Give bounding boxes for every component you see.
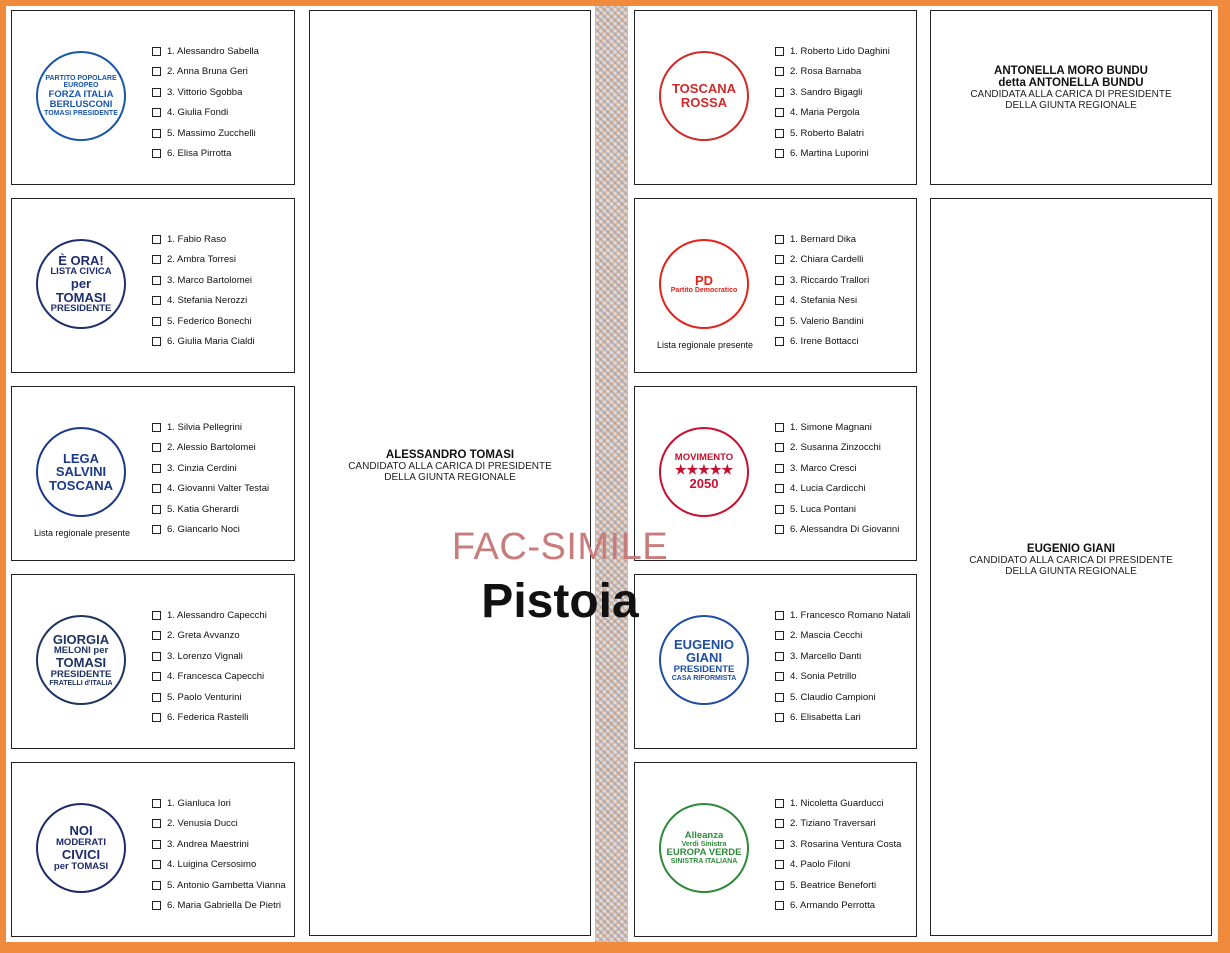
party-logo-text: LEGA xyxy=(62,450,100,466)
president-name: ANTONELLA MORO BUNDU xyxy=(994,65,1148,77)
candidate-item xyxy=(152,687,267,708)
preference-checkbox[interactable] xyxy=(152,296,161,305)
candidate-item xyxy=(152,479,269,500)
candidate-name: 5. Katia Gherardi xyxy=(167,503,239,515)
candidate-name: 5. Massimo Zucchelli xyxy=(167,127,256,139)
candidate-name: 1. Alessandro Capecchi xyxy=(167,609,267,621)
preference-checkbox[interactable] xyxy=(152,443,161,452)
party-list-box[interactable] xyxy=(11,10,295,185)
candidate-item xyxy=(775,458,899,479)
party-logo-text: Verdi Sinistra xyxy=(681,840,727,848)
candidate-name: 3. Marcello Danti xyxy=(790,650,862,662)
party-logo-icon[interactable] xyxy=(36,51,126,141)
preference-checkbox[interactable] xyxy=(152,464,161,473)
party-logo-text: per xyxy=(70,276,92,292)
candidate-item xyxy=(775,896,901,917)
president-role: DELLA GIUNTA REGIONALE xyxy=(1005,100,1137,111)
candidate-name: 3. Rosarina Ventura Costa xyxy=(790,838,902,850)
president-name: ALESSANDRO TOMASI xyxy=(385,449,515,461)
candidate-name: 3. Cinzia Cerdini xyxy=(167,462,237,474)
candidate-item xyxy=(775,814,901,835)
preference-checkbox[interactable] xyxy=(775,693,784,702)
candidate-name: 1. Silvia Pellegrini xyxy=(167,421,242,433)
candidate-item xyxy=(152,520,269,541)
party-logo-icon[interactable] xyxy=(36,427,126,517)
party-logo-text: EUROPA VERDE xyxy=(666,847,742,858)
party-logo-text: EUGENIO xyxy=(674,636,734,652)
preference-checkbox[interactable] xyxy=(775,525,784,534)
candidate-item xyxy=(152,62,259,83)
preference-checkbox[interactable] xyxy=(152,235,161,244)
ballot-fold xyxy=(595,6,628,942)
party-logo-text: SINISTRA ITALIANA xyxy=(670,857,738,865)
candidate-list xyxy=(152,417,269,540)
candidate-item xyxy=(775,855,901,876)
candidate-name: 4. Lucia Cardicchi xyxy=(790,483,866,495)
candidate-name: 1. Gianluca Iori xyxy=(167,797,231,809)
candidate-name: 1. Fabio Raso xyxy=(167,233,227,245)
preference-checkbox[interactable] xyxy=(152,317,161,326)
candidate-name: 5. Luca Pontani xyxy=(790,503,857,515)
candidate-item xyxy=(775,438,899,459)
preference-checkbox[interactable] xyxy=(775,464,784,473)
candidate-name: 4. Francesca Capecchi xyxy=(167,671,265,683)
preference-checkbox[interactable] xyxy=(152,129,161,138)
candidate-item xyxy=(152,458,269,479)
party-list-box[interactable] xyxy=(11,574,295,749)
party-logo-text: TOMASI xyxy=(55,655,107,671)
candidate-item xyxy=(152,332,255,353)
preference-checkbox[interactable] xyxy=(152,901,161,910)
preference-checkbox[interactable] xyxy=(775,108,784,117)
preference-checkbox[interactable] xyxy=(775,47,784,56)
party-list-box[interactable] xyxy=(634,762,917,937)
preference-checkbox[interactable] xyxy=(152,672,161,681)
preference-checkbox[interactable] xyxy=(775,443,784,452)
preference-checkbox[interactable] xyxy=(775,799,784,808)
preference-checkbox[interactable] xyxy=(775,423,784,432)
party-logo-text: BERLUSCONI xyxy=(49,98,113,110)
candidate-name: 6. Elisa Pirrotta xyxy=(167,148,232,160)
candidate-name: 1. Bernard Dika xyxy=(790,233,857,245)
candidate-list xyxy=(775,417,899,540)
candidate-name: 6. Martina Luporini xyxy=(790,148,869,160)
party-logo-text: Partito Democratico xyxy=(670,287,738,295)
candidate-item xyxy=(152,291,255,312)
preference-checkbox[interactable] xyxy=(775,713,784,722)
party-logo-text: GIORGIA xyxy=(52,631,110,647)
candidate-name: 4. Giovanni Valter Testai xyxy=(167,483,270,495)
candidate-name: 5. Antonio Gambetta Vianna xyxy=(167,879,286,891)
candidate-item xyxy=(152,82,259,103)
party-logo-icon[interactable] xyxy=(36,615,126,705)
candidate-list xyxy=(775,41,890,164)
preference-checkbox[interactable] xyxy=(152,255,161,264)
preference-checkbox[interactable] xyxy=(775,819,784,828)
candidate-item xyxy=(775,250,869,271)
party-logo-text: CASA RIFORMISTA xyxy=(671,674,737,682)
party-logo-text: TOSCANA xyxy=(671,81,737,97)
candidate-name: 2. Chiara Cardelli xyxy=(790,254,864,266)
candidate-name: 3. Marco Cresci xyxy=(790,462,857,474)
candidate-name: 3. Andrea Maestrini xyxy=(167,838,249,850)
preference-checkbox[interactable] xyxy=(152,149,161,158)
party-logo-text: PRESIDENTE xyxy=(673,663,735,675)
preference-checkbox[interactable] xyxy=(775,840,784,849)
candidate-item xyxy=(152,708,267,729)
candidate-name: 3. Vittorio Sgobba xyxy=(167,86,243,98)
candidate-name: 5. Claudio Campioni xyxy=(790,691,876,703)
candidate-list xyxy=(152,229,255,352)
party-logo-text: ROSSA xyxy=(680,95,728,110)
preference-checkbox[interactable] xyxy=(775,631,784,640)
preference-checkbox[interactable] xyxy=(152,337,161,346)
candidate-name: 3. Riccardo Trallori xyxy=(790,274,870,286)
candidate-item xyxy=(775,646,910,667)
candidate-item xyxy=(152,144,259,165)
preference-checkbox[interactable] xyxy=(775,505,784,514)
party-logo-text: LISTA CIVICA xyxy=(50,266,112,278)
candidate-item xyxy=(775,479,899,500)
candidate-name: 6. Giancarlo Noci xyxy=(167,524,240,536)
list-caption: Lista regionale presente xyxy=(33,528,131,538)
preference-checkbox[interactable] xyxy=(152,67,161,76)
list-caption: Lista regionale presente xyxy=(656,340,754,350)
party-list-box[interactable] xyxy=(11,762,295,937)
party-logo-text: TOMASI xyxy=(55,289,107,305)
candidate-name: 2. Ambra Torresi xyxy=(167,254,236,266)
candidate-item xyxy=(152,229,255,250)
preference-checkbox[interactable] xyxy=(775,276,784,285)
party-logo-text: TOSCANA xyxy=(48,477,114,493)
candidate-name: 4. Paolo Filoni xyxy=(790,859,851,871)
preference-checkbox[interactable] xyxy=(775,337,784,346)
party-logo-text: MELONI per xyxy=(53,645,109,657)
candidate-name: 3. Marco Bartolomei xyxy=(167,274,253,286)
candidate-list xyxy=(775,793,901,916)
candidate-name: 2. Susanna Zinzocchi xyxy=(790,442,881,454)
candidate-item xyxy=(775,311,869,332)
candidate-name: 4. Luigina Cersosimo xyxy=(167,859,257,871)
preference-checkbox[interactable] xyxy=(152,276,161,285)
candidate-item xyxy=(775,708,910,729)
candidate-name: 1. Alessandro Sabella xyxy=(167,45,259,57)
president-role: CANDIDATA ALLA CARICA DI PRESIDENTE xyxy=(970,89,1172,100)
candidate-item xyxy=(775,332,869,353)
preference-checkbox[interactable] xyxy=(775,652,784,661)
candidate-item xyxy=(775,144,890,165)
party-logo-text: MODERATI xyxy=(56,837,106,849)
party-logo-icon[interactable] xyxy=(659,239,749,329)
preference-checkbox[interactable] xyxy=(152,693,161,702)
candidate-item xyxy=(152,499,269,520)
party-list-box[interactable] xyxy=(11,198,295,373)
preference-checkbox[interactable] xyxy=(152,505,161,514)
candidate-item xyxy=(152,667,267,688)
president-role: DELLA GIUNTA REGIONALE xyxy=(384,472,516,483)
preference-checkbox[interactable] xyxy=(775,67,784,76)
candidate-name: 6. Alessandra Di Giovanni xyxy=(790,524,900,536)
candidate-item xyxy=(775,270,869,291)
candidate-name: 2. Mascia Cecchi xyxy=(790,630,863,642)
preference-checkbox[interactable] xyxy=(152,47,161,56)
candidate-list xyxy=(152,793,286,916)
preference-checkbox[interactable] xyxy=(775,672,784,681)
preference-checkbox[interactable] xyxy=(152,108,161,117)
preference-checkbox[interactable] xyxy=(152,611,161,620)
preference-checkbox[interactable] xyxy=(775,611,784,620)
preference-checkbox[interactable] xyxy=(152,652,161,661)
candidate-item xyxy=(775,605,910,626)
candidate-name: 2. Tiziano Traversari xyxy=(790,818,876,830)
candidate-item xyxy=(152,123,259,144)
candidate-name: 4. Sonia Petrillo xyxy=(790,671,857,683)
candidate-list xyxy=(152,605,267,728)
party-logo-text: FORZA ITALIA xyxy=(48,88,114,100)
candidate-list xyxy=(152,41,259,164)
party-logo-text: È ORA! xyxy=(58,252,104,268)
candidate-item xyxy=(152,793,286,814)
preference-checkbox[interactable] xyxy=(152,88,161,97)
president-role: CANDIDATO ALLA CARICA DI PRESIDENTE xyxy=(969,555,1173,566)
candidate-name: 4. Maria Pergola xyxy=(790,107,860,119)
preference-checkbox[interactable] xyxy=(775,484,784,493)
preference-checkbox[interactable] xyxy=(775,881,784,890)
preference-checkbox[interactable] xyxy=(775,235,784,244)
preference-checkbox[interactable] xyxy=(775,88,784,97)
preference-checkbox[interactable] xyxy=(775,296,784,305)
party-logo-text: SALVINI xyxy=(55,464,107,480)
party-logo-text: ★★★★★ xyxy=(674,462,734,478)
preference-checkbox[interactable] xyxy=(775,149,784,158)
candidate-item xyxy=(775,123,890,144)
candidate-list xyxy=(775,605,910,728)
candidate-name: 4. Giulia Fondi xyxy=(167,107,229,119)
preference-checkbox[interactable] xyxy=(152,860,161,869)
preference-checkbox[interactable] xyxy=(152,631,161,640)
preference-checkbox[interactable] xyxy=(775,317,784,326)
party-logo-text: PD xyxy=(694,272,714,288)
candidate-name: 6. Armando Perrotta xyxy=(790,900,876,912)
candidate-item xyxy=(152,311,255,332)
candidate-item xyxy=(152,605,267,626)
candidate-item xyxy=(152,250,255,271)
candidate-name: 1. Nicoletta Guarducci xyxy=(790,797,884,809)
candidate-item xyxy=(775,41,890,62)
candidate-item xyxy=(152,814,286,835)
party-logo-text: PRESIDENTE xyxy=(50,668,112,680)
preference-checkbox[interactable] xyxy=(775,129,784,138)
candidate-name: 1. Roberto Lido Daghini xyxy=(790,45,890,57)
preference-checkbox[interactable] xyxy=(152,881,161,890)
candidate-item xyxy=(775,499,899,520)
president-name: EUGENIO GIANI xyxy=(1026,543,1116,555)
candidate-name: 6. Giulia Maria Cialdi xyxy=(167,336,255,348)
candidate-item xyxy=(775,62,890,83)
president-box-giani[interactable] xyxy=(930,198,1212,936)
candidate-item xyxy=(775,667,910,688)
party-logo-icon[interactable] xyxy=(659,803,749,893)
candidate-item xyxy=(775,520,899,541)
president-name-alias: detta ANTONELLA BUNDU xyxy=(998,77,1144,89)
party-logo-text: per TOMASI xyxy=(53,860,109,872)
preference-checkbox[interactable] xyxy=(775,255,784,264)
party-logo-text: FRATELLI d'ITALIA xyxy=(49,679,113,687)
candidate-item xyxy=(775,834,901,855)
candidate-item xyxy=(152,626,267,647)
candidate-name: 6. Elisabetta Lari xyxy=(790,712,861,724)
candidate-item xyxy=(152,834,286,855)
preference-checkbox[interactable] xyxy=(152,819,161,828)
party-list-box[interactable] xyxy=(634,10,917,185)
preference-checkbox[interactable] xyxy=(152,799,161,808)
candidate-item xyxy=(775,417,899,438)
candidate-item xyxy=(152,438,269,459)
party-logo-text: NOI xyxy=(69,823,93,839)
party-list-box[interactable] xyxy=(634,198,917,373)
party-logo-icon[interactable] xyxy=(659,427,749,517)
candidate-name: 5. Paolo Venturini xyxy=(167,691,242,703)
party-logo-text: Alleanza xyxy=(684,829,724,841)
candidate-name: 6. Maria Gabriella De Pietri xyxy=(167,900,282,912)
candidate-name: 4. Stefania Nesi xyxy=(790,295,858,307)
president-box-tomasi[interactable] xyxy=(309,10,591,936)
candidate-name: 2. Greta Avvanzo xyxy=(167,630,240,642)
party-logo-icon[interactable] xyxy=(36,803,126,893)
preference-checkbox[interactable] xyxy=(152,840,161,849)
party-logo-text: GIANI xyxy=(685,650,723,666)
preference-checkbox[interactable] xyxy=(152,525,161,534)
candidate-item xyxy=(152,855,286,876)
party-logo-text: TOMASI PRESIDENTE xyxy=(44,109,118,117)
preference-checkbox[interactable] xyxy=(775,860,784,869)
candidate-item xyxy=(775,229,869,250)
candidate-item xyxy=(152,896,286,917)
preference-checkbox[interactable] xyxy=(152,484,161,493)
candidate-item xyxy=(775,82,890,103)
preference-checkbox[interactable] xyxy=(152,423,161,432)
candidate-item xyxy=(775,687,910,708)
candidate-name: 4. Stefania Nerozzi xyxy=(167,295,248,307)
party-logo-icon[interactable] xyxy=(36,239,126,329)
candidate-item xyxy=(152,41,259,62)
candidate-name: 6. Irene Bottacci xyxy=(790,336,859,348)
candidate-list xyxy=(775,229,869,352)
candidate-item xyxy=(152,270,255,291)
candidate-name: 3. Sandro Bigagli xyxy=(790,86,863,98)
candidate-name: 2. Anna Bruna Geri xyxy=(167,66,248,78)
candidate-name: 5. Roberto Balatri xyxy=(790,127,864,139)
party-logo-text: 2050 xyxy=(689,475,719,491)
president-role: DELLA GIUNTA REGIONALE xyxy=(1005,566,1137,577)
candidate-item xyxy=(152,875,286,896)
candidate-name: 5. Beatrice Beneforti xyxy=(790,879,877,891)
candidate-item xyxy=(775,103,890,124)
party-logo-text: PARTITO POPOLARE EUROPEO xyxy=(45,75,117,90)
president-box-bundu[interactable] xyxy=(930,10,1212,185)
candidate-item xyxy=(775,626,910,647)
candidate-name: 2. Venusia Ducci xyxy=(167,818,238,830)
candidate-name: 2. Rosa Barnaba xyxy=(790,66,862,78)
candidate-name: 5. Valerio Bandini xyxy=(790,315,864,327)
party-logo-text: MOVIMENTO xyxy=(674,452,734,464)
party-logo-icon[interactable] xyxy=(659,51,749,141)
party-list-box[interactable] xyxy=(11,386,295,561)
candidate-name: 1. Simone Magnani xyxy=(790,421,872,433)
candidate-name: 2. Alessio Bartolomei xyxy=(167,442,256,454)
province-title: Pistoia xyxy=(481,575,639,628)
candidate-name: 5. Federico Bonechi xyxy=(167,315,252,327)
candidate-item xyxy=(775,875,901,896)
party-logo-text: CIVICI xyxy=(61,847,101,862)
candidate-item xyxy=(152,103,259,124)
preference-checkbox[interactable] xyxy=(775,901,784,910)
candidate-item xyxy=(152,646,267,667)
preference-checkbox[interactable] xyxy=(152,713,161,722)
candidate-item xyxy=(152,417,269,438)
candidate-item xyxy=(775,793,901,814)
candidate-item xyxy=(775,291,869,312)
party-logo-text: PRESIDENTE xyxy=(50,303,112,315)
candidate-name: 6. Federica Rastelli xyxy=(167,712,249,724)
candidate-name: 1. Francesco Romano Natali xyxy=(790,609,911,621)
facsimile-watermark: FAC-SIMILE xyxy=(451,526,669,568)
candidate-name: 3. Lorenzo Vignali xyxy=(167,650,243,662)
president-role: CANDIDATO ALLA CARICA DI PRESIDENTE xyxy=(348,461,552,472)
